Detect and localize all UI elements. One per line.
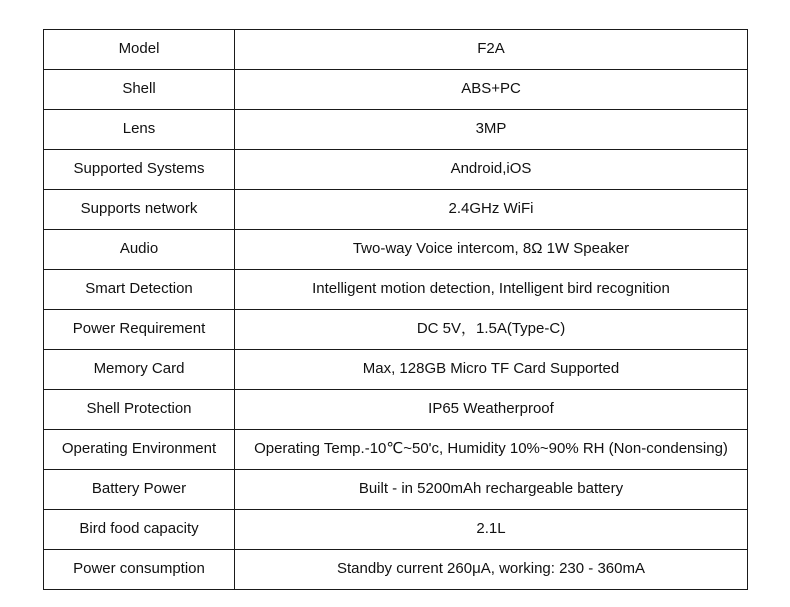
- row-value: Operating Temp.-10℃~50'c, Humidity 10%~90% RH (Non-condensing): [235, 430, 748, 470]
- row-value: 2.1L: [235, 510, 748, 550]
- row-label: Bird food capacity: [44, 510, 235, 550]
- table-row: [44, 390, 748, 430]
- row-label: Supports network: [44, 190, 235, 230]
- row-label: Lens: [44, 110, 235, 150]
- row-value: 3MP: [235, 110, 748, 150]
- row-label: Supported Systems: [44, 150, 235, 190]
- row-label: Memory Card: [44, 350, 235, 390]
- row-value: 2.4GHz WiFi: [235, 190, 748, 230]
- table-row: [44, 70, 748, 110]
- row-value: Max, 128GB Micro TF Card Supported: [235, 350, 748, 390]
- row-value: F2A: [235, 30, 748, 70]
- row-label: Battery Power: [44, 470, 235, 510]
- table-row: [44, 230, 748, 270]
- table-row: [44, 150, 748, 190]
- table-row: [44, 350, 748, 390]
- row-label: Power Requirement: [44, 310, 235, 350]
- table-row: [44, 470, 748, 510]
- table-row: [44, 430, 748, 470]
- row-value: Two-way Voice intercom, 8Ω 1W Speaker: [235, 230, 748, 270]
- spec-table-body: [44, 30, 748, 590]
- table-row: [44, 110, 748, 150]
- table-row: [44, 510, 748, 550]
- table-row: [44, 550, 748, 590]
- row-value: Built - in 5200mAh rechargeable battery: [235, 470, 748, 510]
- row-value: ABS+PC: [235, 70, 748, 110]
- row-label: Model: [44, 30, 235, 70]
- row-label: Power consumption: [44, 550, 235, 590]
- row-value: Android,iOS: [235, 150, 748, 190]
- spec-table: [43, 29, 748, 590]
- table-row: [44, 190, 748, 230]
- row-value: DC 5V，1.5A(Type-C): [235, 310, 748, 350]
- table-row: [44, 30, 748, 70]
- table-row: [44, 310, 748, 350]
- row-label: Shell Protection: [44, 390, 235, 430]
- row-label: Audio: [44, 230, 235, 270]
- table-row: [44, 270, 748, 310]
- row-label: Smart Detection: [44, 270, 235, 310]
- row-value: Standby current 260μA, working: 230 - 360mA: [235, 550, 748, 590]
- row-label: Shell: [44, 70, 235, 110]
- row-value: IP65 Weatherproof: [235, 390, 748, 430]
- row-value: Intelligent motion detection, Intelligent bird recognition: [235, 270, 748, 310]
- row-label: Operating Environment: [44, 430, 235, 470]
